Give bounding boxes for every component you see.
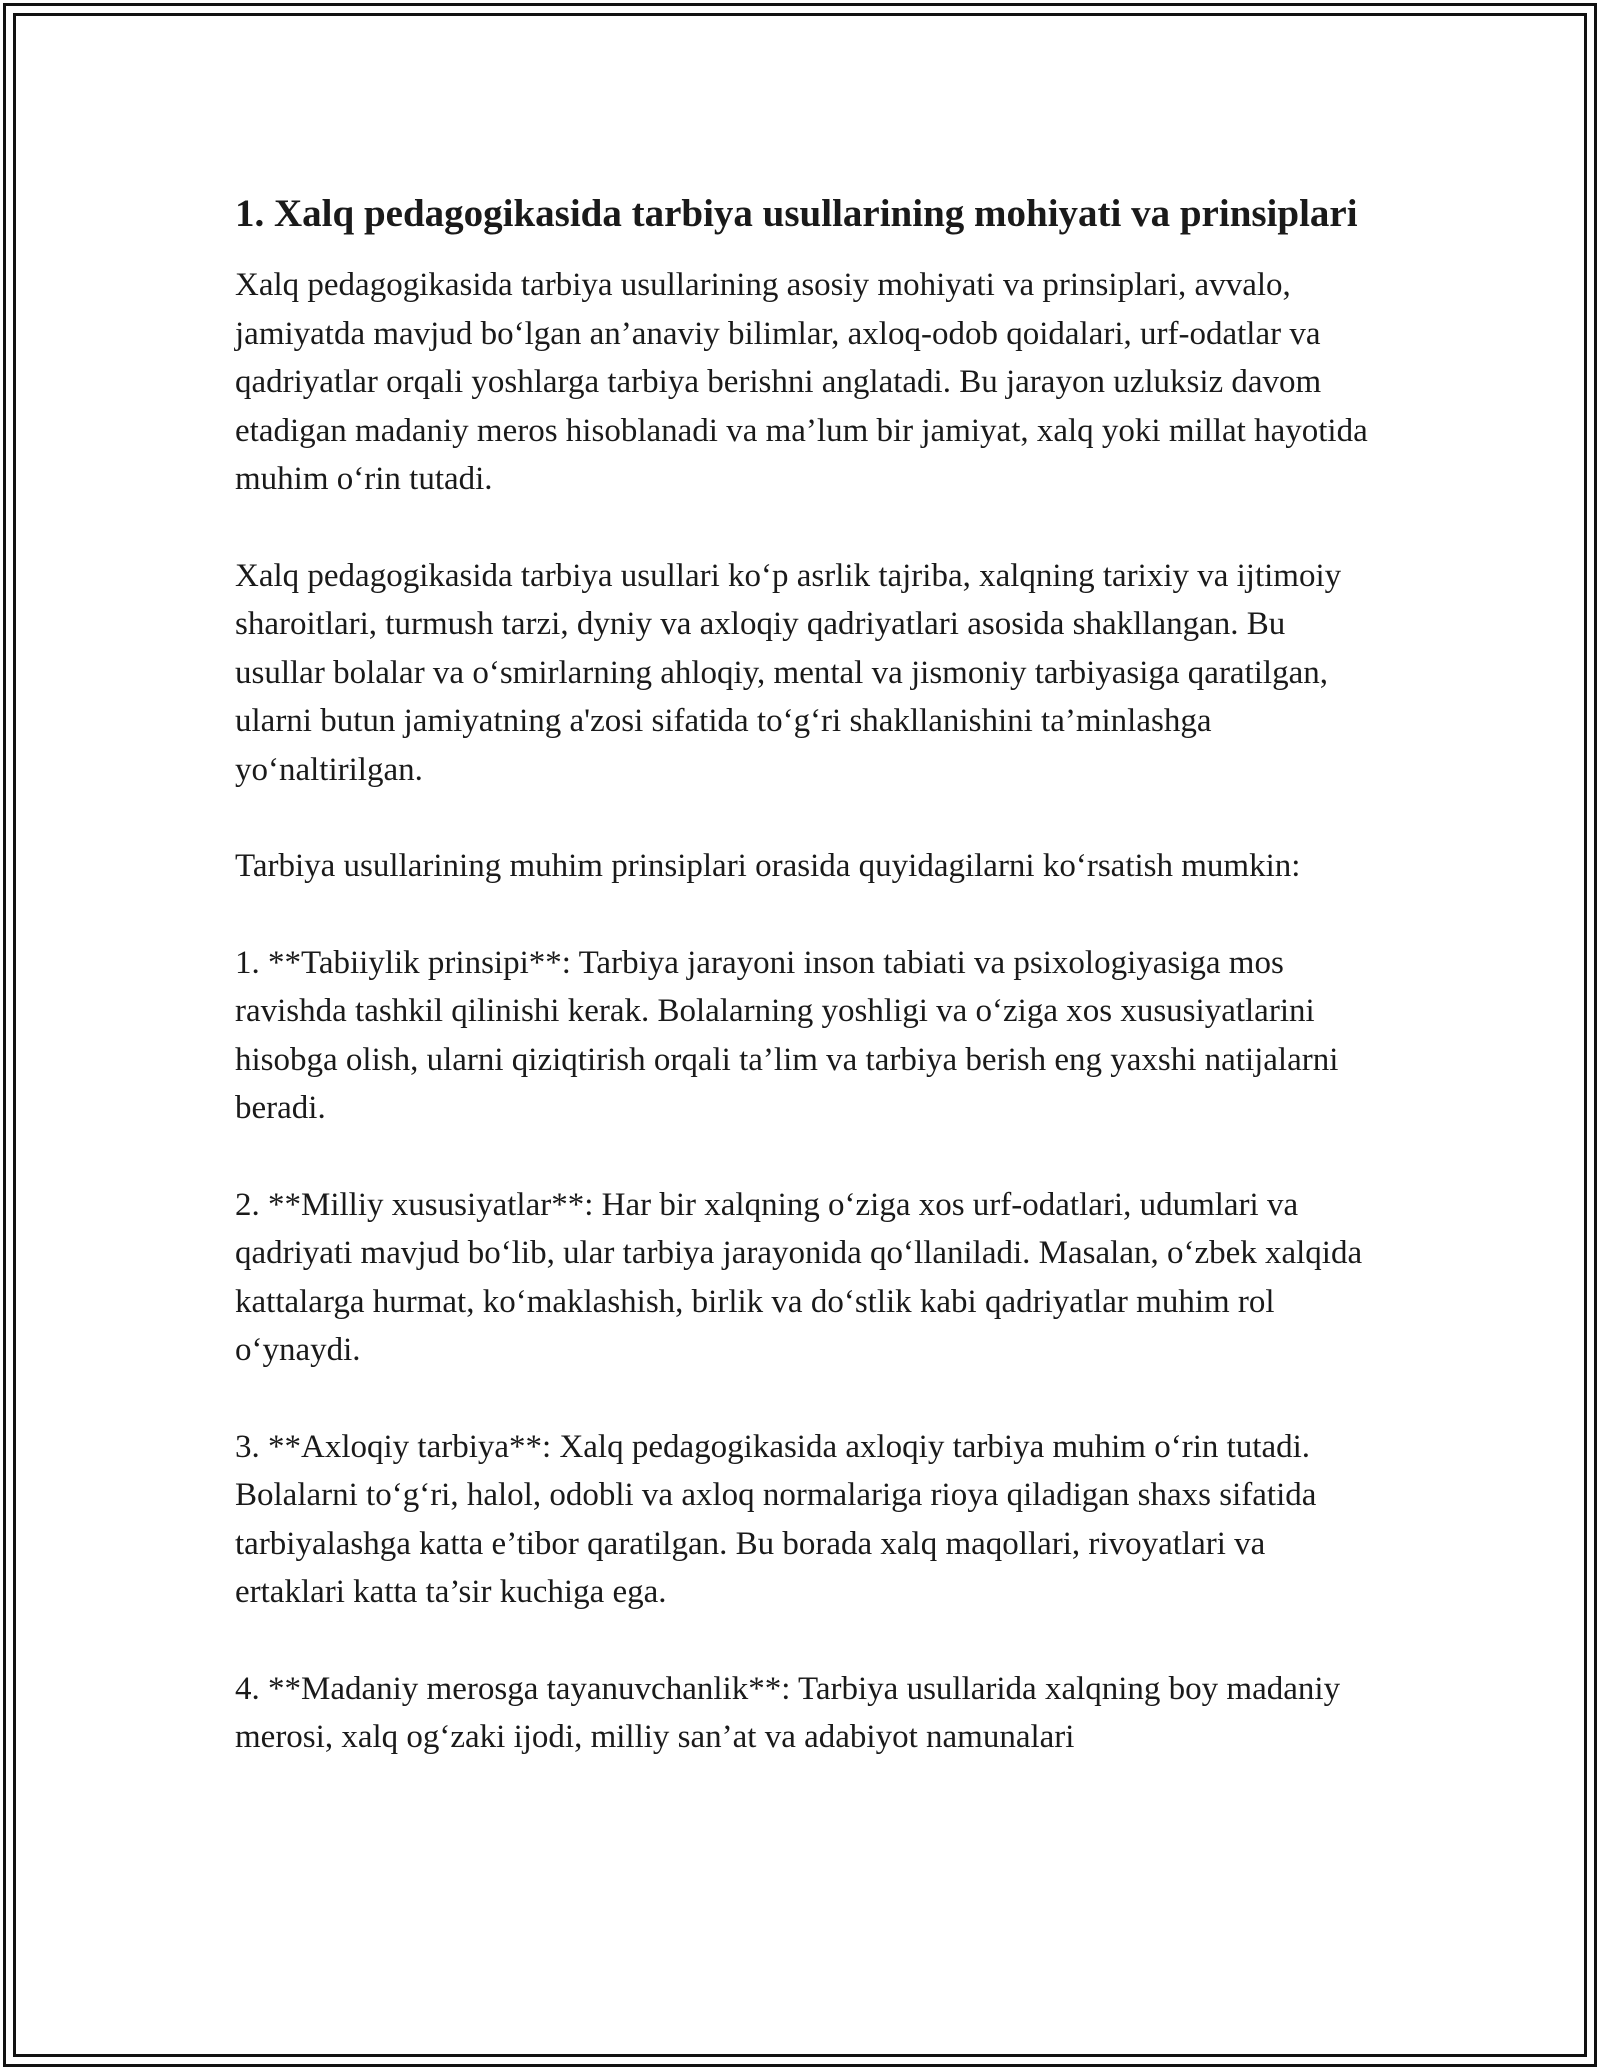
paragraph-history: Xalq pedagogikasida tarbiya usullari ko‘p asrlik tajriba, xalqning tarixiy va ijtimoiy sharoitlari, turmush tarzi, dyniy va axloqiy qadriyatlari asosida shakllangan. Bu usullar bolalar va o‘smirlarning ahloqiy, mental va jismoniy tarbiyasiga qaratilgan, ularni butun jamiyatning a'zosi sifatida to‘g‘ri shakllanishini ta’minlashga yo‘naltirilgan. [235,557,1342,788]
document-body [235,186,1375,1810]
list-item-moral-education: 3. **Axloqiy tarbiya**: Xalq pedagogikasida axloqiy tarbiya muhim o‘rin tutadi. Bolalarni to‘g‘ri, halol, odobli va axloq normalariga rioya qiladigan shaxs sifatida tarbiyalashga katta e’tibor qaratilgan. Bu borada xalq maqollari, rivoyatlari va ertaklari katta ta’sir kuchiga ega. [235,1428,1317,1610]
list-item-cultural-heritage: 4. **Madaniy merosga tayanuvchanlik**: Tarbiya usullarida xalqning boy madaniy merosi, xalq og‘zaki ijodi, milliy san’at va adabiyot namunalari [235,1670,1341,1755]
list-item-national-traits: 2. **Milliy xususiyatlar**: Har bir xalqning o‘ziga xos urf-odatlari, udumlari va qadriyati mavjud bo‘lib, ular tarbiya jarayonida qo‘llaniladi. Masalan, o‘zbek xalqida kattalarga hurmat, ko‘maklashish, birlik va do‘stlik kabi qadriyatlar muhim rol o‘ynaydi. [235,1186,1363,1368]
paragraph-intro: Xalq pedagogikasida tarbiya usullarining asosiy mohiyati va prinsiplari, avvalo, jamiyatda mavjud bo‘lgan an’anaviy bilimlar, axloq-odob qoidalari, urf-odatlar va qadriyatlar orqali yoshlarga tarbiya berishni anglatadi. Bu jarayon uzluksiz davom etadigan madaniy meros hisoblanadi va ma’lum bir jamiyat, xalq yoki millat hayotida muhim o‘rin tutadi. [235,267,1368,497]
paragraph-principles-intro: Tarbiya usullarining muhim prinsiplari orasida quyidagilarni ko‘rsatish mumkin: [235,848,1301,884]
section-heading: 1. Xalq pedagogikasida tarbiya usullarining mohiyati va prinsiplari [235,192,1358,235]
list-item-naturalness: 1. **Tabiiylik prinsipi**: Tarbiya jarayoni inson tabiati va psixologiyasiga mos ravishda tashkil qilinishi kerak. Bolalarning yoshligi va o‘ziga xos xususiyatlarini hisobga olish, ularni qiziqtirish orqali ta’lim va tarbiya berish eng yaxshi natijalarni beradi. [235,944,1339,1126]
